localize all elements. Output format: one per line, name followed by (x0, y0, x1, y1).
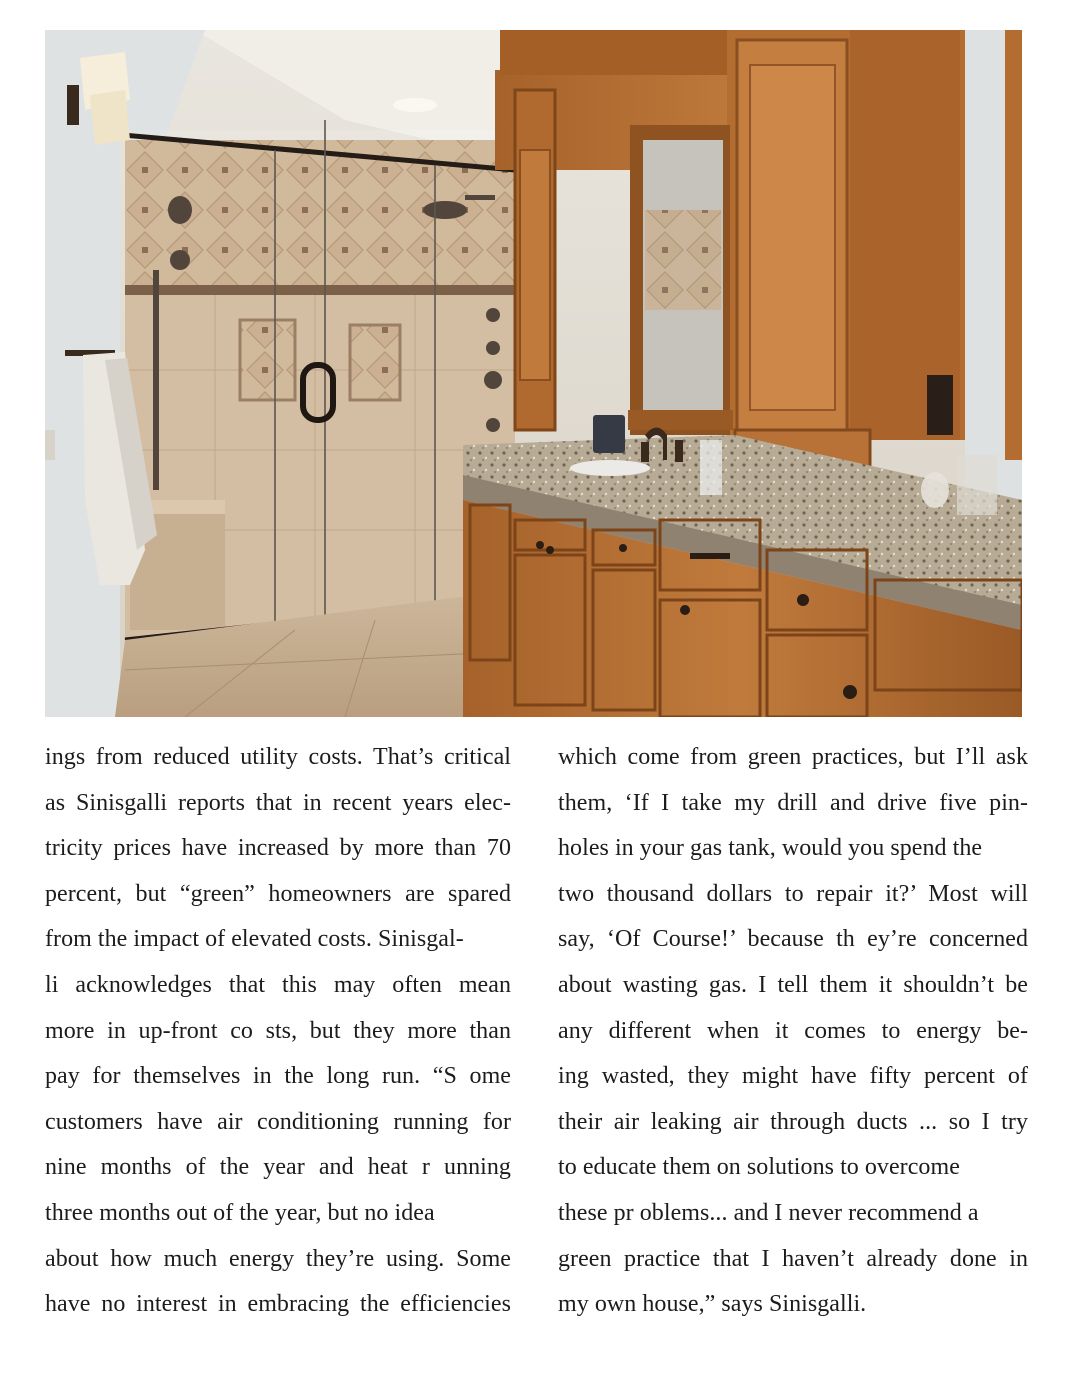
text-line: percent, but “green” homeowners are spared (45, 880, 511, 907)
text-line: tricity prices have increased by more than 70 (45, 835, 511, 862)
text-line: customers have air conditioning running for (45, 1108, 511, 1135)
text-line: green practice that I haven’t already done in (558, 1245, 1028, 1272)
text-line: their air leaking air through ducts ... so I try (558, 1108, 1028, 1135)
text-line: about wasting gas. I tell them it shouldn’t be (558, 971, 1028, 998)
text-line: have no interest in embracing the efficiencies (45, 1291, 511, 1318)
text-line: pay for themselves in the long run. “S ome (45, 1063, 511, 1090)
text-line: about how much energy they’re using. Some (45, 1245, 511, 1272)
text-line: three months out of the year, but no idea (45, 1199, 435, 1226)
text-line: say, ‘Of Course!’ because th ey’re concerned (558, 926, 1028, 953)
text-line: ings from reduced utility costs. That’s critical (45, 744, 511, 770)
article-right-column (558, 735, 1028, 1328)
text-line: more in up-front co sts, but they more than (45, 1017, 511, 1044)
text-line: these pr oblems... and I never recommend a (558, 1199, 979, 1226)
text-line: holes in your gas tank, would you spend the (558, 835, 983, 862)
text-line: from the impact of elevated costs. Sinisgal- (45, 926, 464, 953)
text-line: li acknowledges that this may often mean (45, 971, 511, 998)
text-line: two thousand dollars to repair it?’ Most will (558, 880, 1028, 907)
text-line: nine months of the year and heat r unning (45, 1154, 511, 1181)
bathroom-photo (45, 30, 1022, 717)
text-line: them, ‘If I take my drill and drive five pin- (558, 789, 1028, 816)
text-line: my own house,” says Sinisgalli. (558, 1291, 867, 1318)
text-line: which come from green practices, but I’ll ask (558, 744, 1028, 770)
article-left-column (45, 735, 511, 1328)
text-line: to educate them on solutions to overcome (558, 1154, 960, 1181)
text-line: as Sinisgalli reports that in recent years elec- (45, 789, 511, 816)
text-line: ing wasted, they might have fifty percent of (558, 1063, 1028, 1090)
text-line: any different when it comes to energy be- (558, 1017, 1028, 1044)
